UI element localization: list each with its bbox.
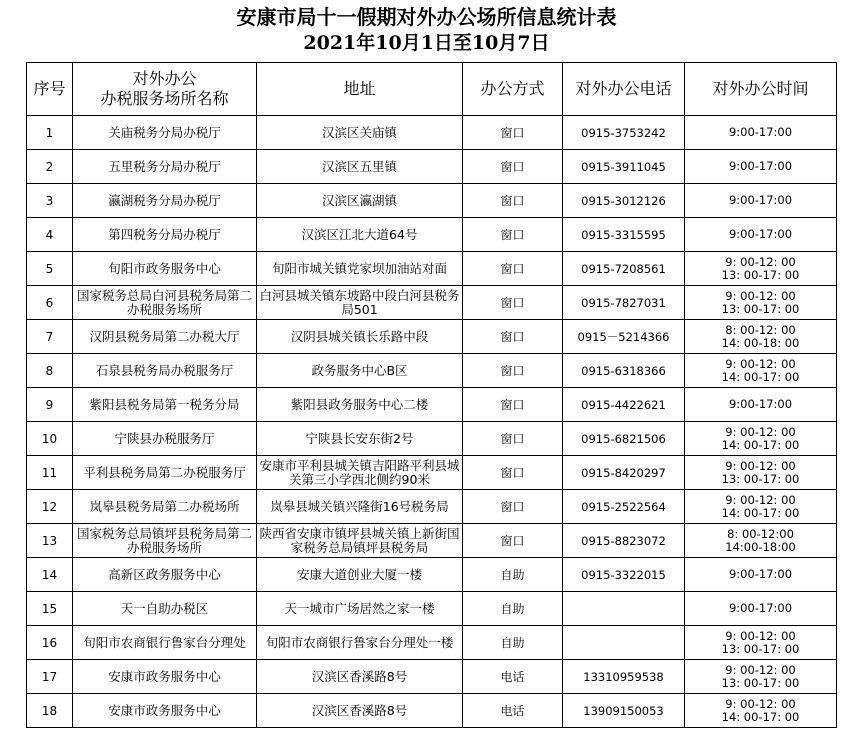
cell-no: 8 (27, 354, 73, 388)
table-row (27, 456, 837, 490)
header-name (73, 63, 257, 116)
cell-no: 14 (27, 558, 73, 592)
cell-phone: 0915-3322015 (563, 558, 685, 592)
cell-hours: 9:00-17:00 (685, 116, 837, 150)
title-block (0, 0, 853, 62)
cell-hours: 9:00-17:00 (685, 388, 837, 422)
cell-hours: 9:00-17:00 (685, 218, 837, 252)
cell-hours: 9: 00-12: 00 14: 00-17: 00 (685, 354, 837, 388)
cell-address: 安康大道创业大厦一楼 (257, 558, 463, 592)
table-body (27, 116, 837, 728)
cell-no: 5 (27, 252, 73, 286)
header-name-line1: 对外办公 (132, 69, 197, 88)
cell-phone: 0915－5214366 (563, 320, 685, 354)
cell-mode: 电话 (463, 660, 563, 694)
cell-no: 1 (27, 116, 73, 150)
cell-phone: 0915-7208561 (563, 252, 685, 286)
cell-mode: 窗口 (463, 456, 563, 490)
cell-mode: 窗口 (463, 354, 563, 388)
header-name-line2: 办税服务场所名称 (100, 89, 229, 108)
table-row (27, 592, 837, 626)
cell-no: 16 (27, 626, 73, 660)
table-header-row (27, 63, 837, 116)
cell-address: 汉滨区香溪路8号 (257, 660, 463, 694)
cell-address: 汉滨区五里镇 (257, 150, 463, 184)
cell-address: 汉滨区江北大道64号 (257, 218, 463, 252)
table-row (27, 286, 837, 320)
cell-office-name: 旬阳市政务服务中心 (73, 252, 257, 286)
cell-hours: 8: 00-12:00 14:00-18:00 (685, 524, 837, 558)
cell-phone: 0915-3315595 (563, 218, 685, 252)
cell-mode: 窗口 (463, 218, 563, 252)
cell-address: 紫阳县政务服务中心二楼 (257, 388, 463, 422)
cell-mode: 电话 (463, 694, 563, 728)
cell-mode: 窗口 (463, 388, 563, 422)
cell-mode: 窗口 (463, 490, 563, 524)
cell-office-name: 高新区政务服务中心 (73, 558, 257, 592)
table-title: 安康市局十一假期对外办公场所信息统计表 (236, 5, 617, 29)
cell-no: 6 (27, 286, 73, 320)
cell-hours: 9:00-17:00 (685, 150, 837, 184)
header-hours: 对外办公时间 (685, 63, 837, 116)
table-subtitle: 2021年10月1日至10月7日 (303, 32, 550, 54)
cell-no: 17 (27, 660, 73, 694)
table-row (27, 694, 837, 728)
cell-phone (563, 626, 685, 660)
header-phone: 对外办公电话 (563, 63, 685, 116)
cell-hours: 8: 00-12: 00 14: 00-18: 00 (685, 320, 837, 354)
cell-office-name: 宁陕县办税服务厅 (73, 422, 257, 456)
cell-office-name: 五里税务分局办税厅 (73, 150, 257, 184)
cell-hours: 9: 00-12: 00 13: 00-17: 00 (685, 456, 837, 490)
cell-hours: 9: 00-12: 00 14: 00-17: 00 (685, 490, 837, 524)
cell-address: 宁陕县长安东街2号 (257, 422, 463, 456)
table-row (27, 116, 837, 150)
cell-no: 3 (27, 184, 73, 218)
table-row (27, 150, 837, 184)
cell-office-name: 瀛湖税务分局办税厅 (73, 184, 257, 218)
cell-office-name: 岚皋县税务局第二办税场所 (73, 490, 257, 524)
cell-address: 白河县城关镇东坡路中段白河县税务局501 (257, 286, 463, 320)
cell-office-name: 安康市政务服务中心 (73, 694, 257, 728)
cell-office-name: 国家税务总局白河县税务局第二办税服务场所 (73, 286, 257, 320)
table-row (27, 660, 837, 694)
cell-phone: 0915-8823072 (563, 524, 685, 558)
cell-hours: 9: 00-12: 00 14: 00-17: 00 (685, 422, 837, 456)
cell-no: 15 (27, 592, 73, 626)
header-no: 序号 (27, 63, 73, 116)
header-mode: 办公方式 (463, 63, 563, 116)
cell-hours: 9:00-17:00 (685, 558, 837, 592)
cell-office-name: 平利县税务局第二办税服务厅 (73, 456, 257, 490)
table-row (27, 218, 837, 252)
cell-phone: 0915-3012126 (563, 184, 685, 218)
cell-no: 18 (27, 694, 73, 728)
cell-mode: 窗口 (463, 320, 563, 354)
table-row (27, 558, 837, 592)
cell-mode: 窗口 (463, 116, 563, 150)
cell-no: 9 (27, 388, 73, 422)
cell-mode: 窗口 (463, 184, 563, 218)
cell-phone: 0915-4422621 (563, 388, 685, 422)
cell-hours: 9: 00-12: 00 14: 00-17: 00 (685, 694, 837, 728)
office-info-table (26, 62, 837, 728)
cell-address: 政务服务中心B区 (257, 354, 463, 388)
cell-mode: 自助 (463, 626, 563, 660)
cell-phone: 0915-3911045 (563, 150, 685, 184)
cell-hours: 9:00-17:00 (685, 184, 837, 218)
cell-address: 旬阳市农商银行鲁家台分理处一楼 (257, 626, 463, 660)
cell-hours: 9: 00-12: 00 13: 00-17: 00 (685, 626, 837, 660)
cell-no: 12 (27, 490, 73, 524)
cell-phone: 0915-7827031 (563, 286, 685, 320)
cell-no: 11 (27, 456, 73, 490)
table-row (27, 320, 837, 354)
header-address: 地址 (257, 63, 463, 116)
cell-phone (563, 592, 685, 626)
cell-office-name: 紫阳县税务局第一税务分局 (73, 388, 257, 422)
cell-phone: 0915-2522564 (563, 490, 685, 524)
table-row (27, 184, 837, 218)
cell-hours: 9: 00-12: 00 13: 00-17: 00 (685, 286, 837, 320)
cell-no: 13 (27, 524, 73, 558)
cell-address: 天一城市广场居然之家一楼 (257, 592, 463, 626)
cell-mode: 窗口 (463, 422, 563, 456)
cell-office-name: 天一自助办税区 (73, 592, 257, 626)
cell-phone: 13310959538 (563, 660, 685, 694)
cell-address: 汉滨区香溪路8号 (257, 694, 463, 728)
cell-hours: 9: 00-12: 00 13: 00-17: 00 (685, 252, 837, 286)
cell-address: 汉滨区瀛湖镇 (257, 184, 463, 218)
cell-mode: 窗口 (463, 252, 563, 286)
table-row (27, 388, 837, 422)
table-row (27, 626, 837, 660)
table-row (27, 524, 837, 558)
cell-office-name: 汉阴县税务局第二办税大厅 (73, 320, 257, 354)
table-row (27, 252, 837, 286)
cell-mode: 自助 (463, 592, 563, 626)
cell-no: 7 (27, 320, 73, 354)
cell-office-name: 关庙税务分局办税厅 (73, 116, 257, 150)
cell-address: 汉阴县城关镇长乐路中段 (257, 320, 463, 354)
cell-no: 10 (27, 422, 73, 456)
cell-mode: 窗口 (463, 286, 563, 320)
cell-phone: 13909150053 (563, 694, 685, 728)
cell-mode: 自助 (463, 558, 563, 592)
cell-address: 岚皋县城关镇兴隆街16号税务局 (257, 490, 463, 524)
cell-hours: 9: 00-12: 00 13: 00-17: 00 (685, 660, 837, 694)
cell-mode: 窗口 (463, 150, 563, 184)
cell-hours: 9:00-17:00 (685, 592, 837, 626)
cell-office-name: 旬阳市农商银行鲁家台分理处 (73, 626, 257, 660)
cell-no: 4 (27, 218, 73, 252)
cell-phone: 0915-3753242 (563, 116, 685, 150)
cell-mode: 窗口 (463, 524, 563, 558)
cell-phone: 0915-8420297 (563, 456, 685, 490)
cell-no: 2 (27, 150, 73, 184)
table-row (27, 490, 837, 524)
table-row (27, 354, 837, 388)
table-row (27, 422, 837, 456)
cell-phone: 0915-6821506 (563, 422, 685, 456)
cell-office-name: 第四税务分局办税厅 (73, 218, 257, 252)
cell-office-name: 国家税务总局镇坪县税务局第二办税服务场所 (73, 524, 257, 558)
cell-address: 安康市平利县城关镇吉阳路平利县城关第三小学西北侧约90米 (257, 456, 463, 490)
cell-office-name: 石泉县税务局办税服务厅 (73, 354, 257, 388)
cell-address: 陕西省安康市镇坪县城关镇上新街国家税务总局镇坪县税务局 (257, 524, 463, 558)
cell-phone: 0915-6318366 (563, 354, 685, 388)
cell-office-name: 安康市政务服务中心 (73, 660, 257, 694)
cell-address: 旬阳市城关镇党家坝加油站对面 (257, 252, 463, 286)
cell-address: 汉滨区关庙镇 (257, 116, 463, 150)
